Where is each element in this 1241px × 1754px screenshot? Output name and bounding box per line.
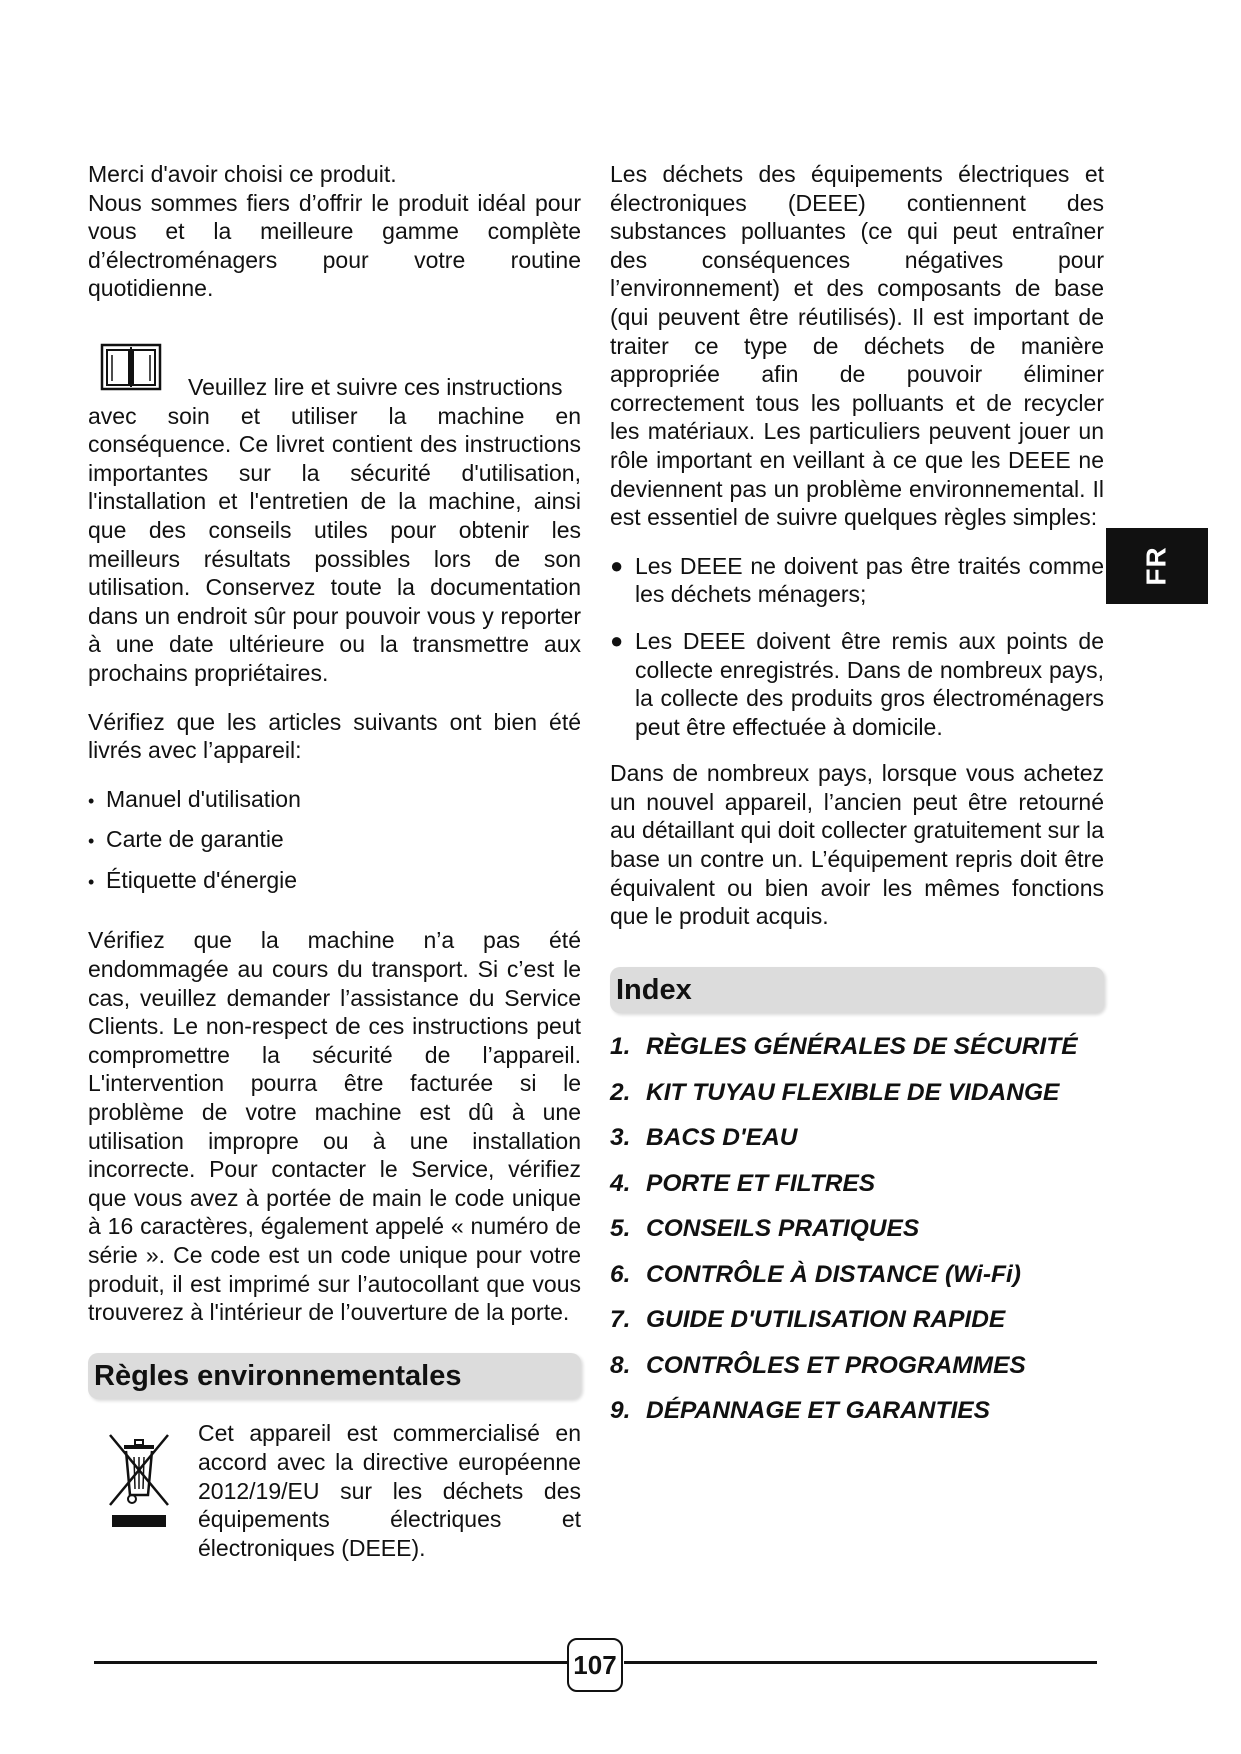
- index-item: 5. CONSEILS PRATIQUES: [610, 1215, 920, 1243]
- list-item: • Manuel d'utilisation: [88, 785, 581, 816]
- weee-directive-block: [88, 1419, 581, 1569]
- left-column: [88, 160, 581, 1569]
- intro-pride: Nous sommes fiers d’offrir le produit idéal pour vous et la meilleure gamme complète d’électroménagers pour votre routine quotidienne.: [88, 189, 581, 302]
- index-item: 7. GUIDE D'UTILISATION RAPIDE: [610, 1306, 1006, 1334]
- bullet-icon: ●: [610, 552, 624, 578]
- intro-thanks: Merci d'avoir choisi ce produit.: [88, 161, 397, 187]
- weee-directive-text: Cet appareil est commercialisé en accord avec la directive européenne 2012/19/EU sur les déchets des équipements électriques et électroniques (DEEE).: [198, 1420, 581, 1561]
- index-item: 4. PORTE ET FILTRES: [610, 1169, 876, 1197]
- footer-rule-left: [94, 1661, 567, 1664]
- crossed-bin-icon: [106, 1429, 172, 1529]
- bullet-icon: •: [88, 871, 95, 892]
- transport-check-paragraph: Vérifiez que la machine n’a pas été endommagée au cours du transport. Si c’est le cas, veuillez demander l’assistance du Service Clients. Le non-respect de ces instructions peut compromettre la sécurité de l’appareil. L'intervention pourra être facturée si le problème de votre machine est dû à une utilisation impropre ou à une installation incorrecte. Pour contacter le Service, vérifiez que vous avez à portée de main le code unique à 16 caractères, également appelé « numéro de série ». Ce code est un code unique pour votre produit, il est imprimé sur l’autocollant que vous trouverez à l'intérieur de l’ouverture de la porte.: [88, 927, 581, 1326]
- check-items-intro: Vérifiez que les articles suivants ont bien été livrés avec l’appareil:: [88, 708, 581, 764]
- page-number: 107: [567, 1638, 623, 1692]
- weee-explanation: Les déchets des équipements électriques et électroniques (DEEE) contiennent des substances polluantes (ce qui peut entraîner des conséquences négatives pour l’environnement) et des composants de base (qui peuvent être réutilisés). Il est important de traiter ce type de déchets de manière appropriée afin de pouvoir éliminer correctement tous les polluants et de recycler les matériaux. Les particuliers peuvent jouer un rôle important en veillant à ce que les DEEE ne deviennent pas un problème environnemental. Il est essentiel de suivre quelques règles simples:: [610, 161, 1104, 531]
- footer-rule-right: [624, 1661, 1097, 1664]
- index-item: 6. CONTRÔLE À DISTANCE (Wi-Fi): [610, 1260, 1021, 1288]
- read-instructions-body: avec soin et utiliser la machine en conséquence. Ce livret contient des instructions importantes sur la sécurité d'utilisation, l'installation et l'entretien de la machine, ainsi que des conseils utiles pour obtenir les meilleurs résultats possibles lors de son utilisation. Conservez toute la documentation dans un endroit sûr pour pouvoir vous y reporter à une date ultérieure ou la transmettre aux prochains propriétaires.: [88, 402, 581, 686]
- bullet-icon: •: [88, 790, 95, 811]
- index-item: 9. DÉPANNAGE ET GARANTIES: [610, 1397, 990, 1425]
- index-item: 3. BACS D'EAU: [610, 1124, 798, 1152]
- bullet-icon: •: [88, 831, 95, 852]
- list-item: • Carte de garantie: [88, 825, 581, 856]
- index-item: 1. RÈGLES GÉNÉRALES DE SÉCURITÉ: [610, 1033, 1078, 1061]
- book-icon: [100, 341, 162, 393]
- list-item: • Étiquette d'énergie: [88, 866, 581, 897]
- index-item: 8. CONTRÔLES ET PROGRAMMES: [610, 1351, 1026, 1379]
- delivered-items-list: [88, 785, 581, 897]
- language-tab-label: FR: [1140, 546, 1172, 586]
- weee-rules-list: [610, 552, 1104, 742]
- right-column: [610, 160, 1104, 1443]
- list-item: ● Les DEEE ne doivent pas être traités comme les déchets ménagers;: [610, 552, 1104, 608]
- bullet-icon: ●: [610, 627, 624, 653]
- index-heading: Index: [610, 967, 1104, 1014]
- environment-heading: Règles environnementales: [88, 1353, 581, 1400]
- read-instructions-lead: Veuillez lire et suivre ces instructions: [188, 373, 563, 400]
- index-item: 2. KIT TUYAU FLEXIBLE DE VIDANGE: [610, 1078, 1060, 1106]
- list-item: ● Les DEEE doivent être remis aux points de collecte enregistrés. Dans de nombreux pays, la collecte des produits gros électroménagers peut être effectuée à domicile.: [610, 627, 1104, 740]
- language-tab: [1106, 528, 1208, 604]
- index-list: [610, 1033, 1104, 1443]
- read-instructions-block: [88, 341, 581, 688]
- take-back-paragraph: Dans de nombreux pays, lorsque vous achetez un nouvel appareil, l’ancien peut être retourné au détaillant qui doit collecter gratuitement sur la base un contre un. L’équipement repris doit être équivalent ou bien avoir les mêmes fonctions que le produit acquis.: [610, 760, 1104, 930]
